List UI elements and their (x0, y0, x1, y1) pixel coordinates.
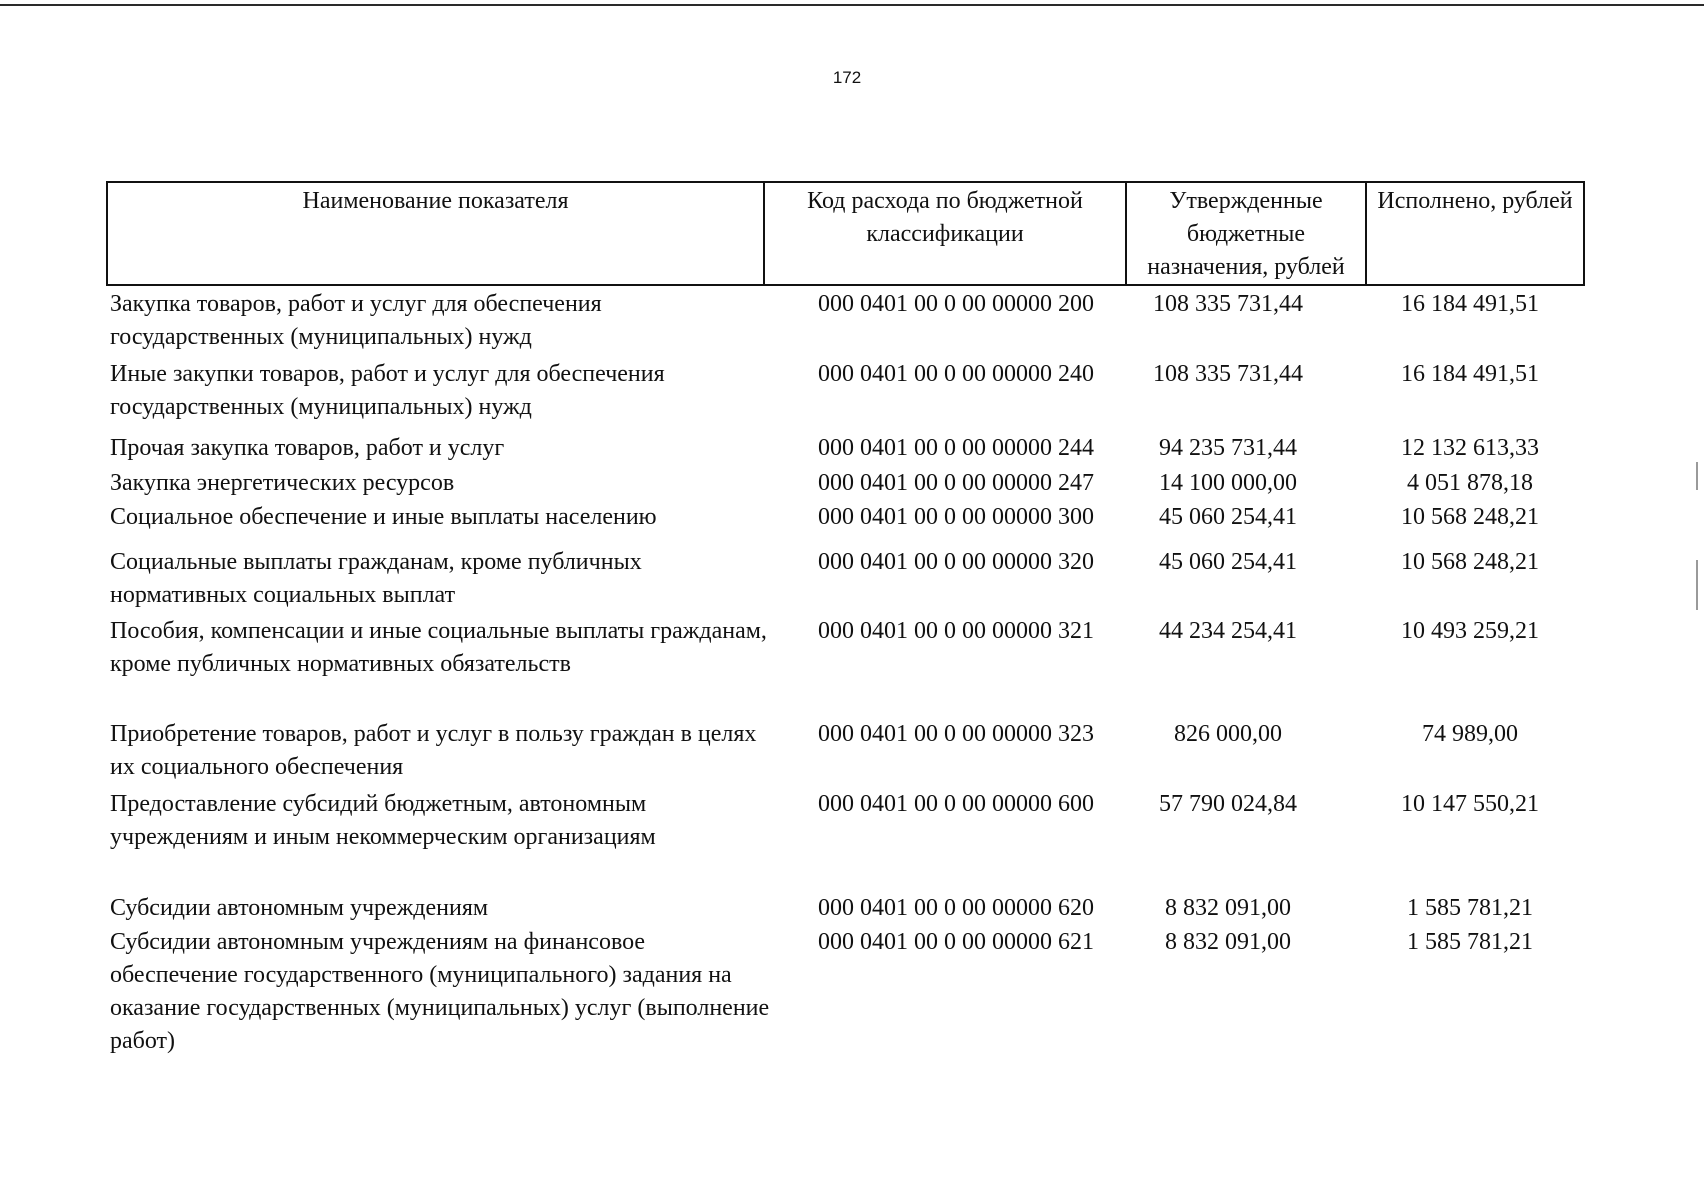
row-code: 000 0401 00 0 00 00000 244 (818, 435, 1094, 461)
row-name: Иные закупки товаров, работ и услуг для обеспечения государственных (муниципальных) нужд (110, 361, 665, 420)
row-executed: 10 568 248,21 (1401, 549, 1539, 575)
row-name: Субсидии автономным учреждениям (110, 895, 489, 921)
row-executed: 10 568 248,21 (1401, 504, 1539, 530)
row-code: 000 0401 00 0 00 00000 247 (818, 470, 1094, 496)
table-header (106, 181, 1585, 286)
row-code: 000 0401 00 0 00 00000 323 (818, 721, 1094, 747)
row-executed: 16 184 491,51 (1401, 361, 1539, 387)
row-approved: 14 100 000,00 (1159, 470, 1297, 496)
row-approved: 45 060 254,41 (1159, 549, 1297, 575)
scan-edge-mark (1696, 560, 1698, 610)
header-name: Наименование показателя (302, 188, 569, 214)
row-name: Предоставление субсидий бюджетным, автономным учреждениям и иным некоммерческим организациям (110, 791, 656, 850)
row-executed: 1 585 781,21 (1407, 929, 1533, 955)
header-executed: Исполнено, рублей (1365, 183, 1583, 284)
row-approved: 108 335 731,44 (1153, 291, 1303, 317)
page-number: 172 (832, 68, 862, 87)
scan-edge-mark (1696, 462, 1698, 490)
row-code: 000 0401 00 0 00 00000 600 (818, 791, 1094, 817)
row-executed: 4 051 878,18 (1407, 470, 1533, 496)
row-approved: 8 832 091,00 (1165, 895, 1291, 921)
row-approved: 45 060 254,41 (1159, 504, 1297, 530)
row-approved: 57 790 024,84 (1159, 791, 1297, 817)
row-code: 000 0401 00 0 00 00000 621 (818, 929, 1094, 955)
row-executed: 10 147 550,21 (1401, 791, 1539, 817)
row-name: Социальное обеспечение и иные выплаты населению (110, 504, 657, 530)
row-executed: 74 989,00 (1422, 721, 1518, 747)
row-approved: 94 235 731,44 (1159, 435, 1297, 461)
row-code: 000 0401 00 0 00 00000 321 (818, 618, 1094, 644)
row-name: Социальные выплаты гражданам, кроме публичных нормативных социальных выплат (110, 549, 642, 608)
header-code: Код расхода по бюджетной классификации (763, 183, 1125, 284)
row-name: Субсидии автономным учреждениям на финансовое обеспечение государственного (муниципального) задания на оказание государственных (муниципальных) услуг (выполнение работ) (110, 929, 770, 1054)
row-executed: 16 184 491,51 (1401, 291, 1539, 317)
row-approved: 8 832 091,00 (1165, 929, 1291, 955)
row-name: Закупка энергетических ресурсов (110, 470, 455, 496)
row-executed: 10 493 259,21 (1401, 618, 1539, 644)
row-executed: 12 132 613,33 (1401, 435, 1539, 461)
row-code: 000 0401 00 0 00 00000 320 (818, 549, 1094, 575)
row-name: Прочая закупка товаров, работ и услуг (110, 435, 505, 461)
scan-edge-line (0, 4, 1704, 6)
row-code: 000 0401 00 0 00 00000 620 (818, 895, 1094, 921)
row-name: Пособия, компенсации и иные социальные выплаты гражданам, кроме публичных нормативных обязательств (110, 618, 767, 677)
row-executed: 1 585 781,21 (1407, 895, 1533, 921)
row-approved: 44 234 254,41 (1159, 618, 1297, 644)
header-approved: Утвержденные бюджетные назначения, рублей (1125, 183, 1365, 284)
row-name: Закупка товаров, работ и услуг для обеспечения государственных (муниципальных) нужд (110, 291, 602, 350)
row-approved: 108 335 731,44 (1153, 361, 1303, 387)
row-name: Приобретение товаров, работ и услуг в пользу граждан в целях их социального обеспечения (110, 721, 757, 780)
row-code: 000 0401 00 0 00 00000 240 (818, 361, 1094, 387)
row-code: 000 0401 00 0 00 00000 300 (818, 504, 1094, 530)
row-approved: 826 000,00 (1174, 721, 1282, 747)
row-code: 000 0401 00 0 00 00000 200 (818, 291, 1094, 317)
